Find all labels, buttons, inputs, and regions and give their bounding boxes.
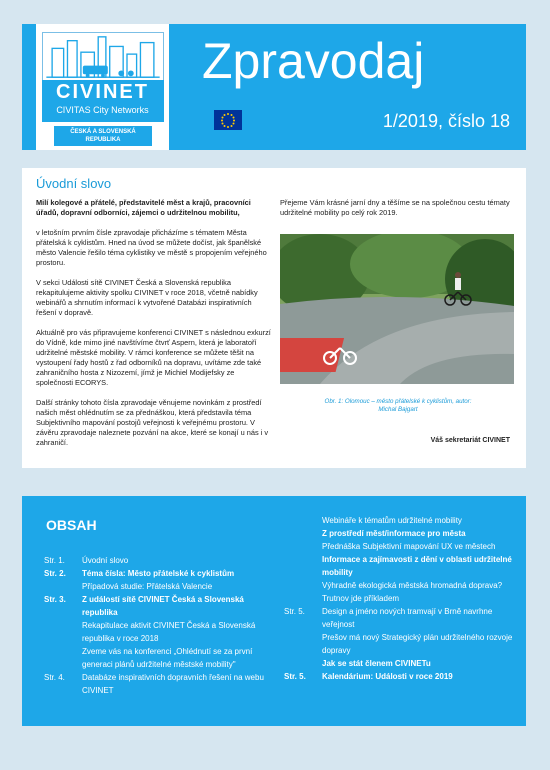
toc-left-column [44, 554, 276, 697]
toc-entry [284, 631, 516, 657]
intro-paragraph-2: V sekci Události sítě CIVINET Česká a Slovenská republika rekapitulujeme aktivity spolku CIVINET v roce 2018, včetně nabídky webinářů a shrnutím informací k vytvořené Databázi inspirativních řešení v dopravě. [36, 278, 258, 317]
toc-entry [44, 645, 276, 671]
intro-heading: Úvodní slovo [36, 176, 112, 191]
toc-entry [284, 657, 516, 670]
logo-wordmark: CIVINET [56, 81, 149, 103]
toc-page-ref: Str. 1. [44, 556, 65, 565]
toc-entry-title: Jak se stát členem CIVINETu [322, 659, 431, 668]
newsletter-title: Zpravodaj [202, 33, 425, 89]
toc-page-ref: Str. 4. [44, 673, 65, 682]
toc-entry-title: Webináře k tématům udržitelné mobility [322, 516, 462, 525]
civinet-logo [36, 24, 169, 150]
toc-right-column [284, 514, 516, 683]
intro-paragraph-1: v letošním prvním čísle zpravodaje přicházíme s tématem Města přátelská k cyklistům. Hned na úvod se můžete dočíst, jak španělské město Valencie řešilo téma cyklistiky ve městě s propojením veřejného prostoru. [36, 228, 267, 267]
toc-entry-title: Kalendárium: Události v roce 2019 [322, 672, 453, 681]
toc-entry [284, 579, 516, 605]
photo-caption: Obr. 1: Olomouc – město přátelské k cyklistům, autor: Michal Bajgart [324, 398, 472, 413]
intro-paragraph-4: Další stránky tohoto čísla zpravodaje věnujeme novinkám z prostředí našich měst ohlédnutím se za přednáškou, která představila téma Subjektivního mapování postojů veřejnosti k veřejnému prostoru. V závěru zpravodaje naleznete pozvání na akce, které se konají u nás i v zahraničí. [36, 398, 269, 447]
issue-number: 1/2019, číslo 18 [382, 111, 510, 131]
toc-entry [44, 671, 276, 697]
toc-entry-title: Téma čísla: Město přátelské k cyklistům [82, 569, 235, 578]
toc-page-ref: Str. 3. [44, 595, 66, 604]
intro-lead: Milí kolegové a přátelé, představitelé měst a krajů, pracovníci úřadů, dopravní odborníci, zájemci o udržitelnou mobilitu, [36, 198, 251, 217]
logo-tagline: CIVITAS City Networks [56, 105, 149, 115]
toc-entry [44, 554, 276, 567]
toc-entry [284, 527, 516, 540]
toc-entry [284, 540, 516, 553]
toc-entry [44, 619, 276, 645]
toc-entry [284, 605, 516, 631]
toc-entry-title: Výhradně ekologická městská hromadná doprava? Trutnov jde příkladem [322, 581, 503, 603]
toc-entry [284, 514, 516, 527]
signature: Váš sekretariát CIVINET [430, 437, 510, 444]
toc-entry-title: Databáze inspirativních dopravních řešení na webu CIVINET [82, 673, 264, 695]
toc-heading: OBSAH [46, 517, 97, 533]
intro-paragraph-3: Aktuálně pro vás připravujeme konferenci CIVINET s následnou exkurzí do Vídně, kde mimo jiné navštívíme čtvrť Aspern, která je laboratoří udržitelné městské mobility. V rámci konference se můžete těšit na vystoupení řady hostů z řad odborníků na dopravu, uvítáme zde také zahraničního hosta z Nizozemí, jímž je Michiel Modijefsky ze společnosti ECORYS. [36, 328, 271, 387]
toc-page-ref: Str. 5. [284, 607, 305, 616]
toc-entry-title: Přednáška Subjektivní mapování UX ve městech [322, 542, 496, 551]
toc-entry-title: Úvodní slovo [82, 556, 129, 565]
toc-page-ref: Str. 5. [284, 672, 306, 681]
toc-entry-title: Zveme vás na konferenci „Ohlédnutí se za první generaci plánů udržitelné městské mobility" [82, 647, 253, 669]
table-of-contents [22, 496, 526, 726]
eu-flag-icon [214, 110, 242, 130]
logo-region-badge: ČESKÁ A SLOVENSKÁ REPUBLIKA [54, 126, 152, 146]
intro-article [22, 168, 526, 468]
toc-entry-title: Prešov má nový Strategický plán udržitelného rozvoje dopravy [322, 633, 513, 655]
toc-entry-title: Rekapitulace aktivit CIVINET Česká a Slovenská republika v roce 2018 [82, 621, 256, 643]
header-band [22, 24, 526, 150]
toc-entry-title: Design a jméno nových tramvají v Brně navrhne veřejnost [322, 607, 493, 629]
toc-entry-title: Z událostí sítě CIVINET Česká a Slovenská republika [82, 595, 244, 617]
intro-right-column [280, 198, 514, 218]
intro-left-column [36, 198, 272, 458]
toc-entry-title: Informace a zajímavosti z dění v oblasti udržitelné mobility [322, 555, 512, 577]
toc-page-ref: Str. 2. [44, 569, 66, 578]
toc-entry-title: Z prostředí měst/informace pro města [322, 529, 466, 538]
toc-entry [284, 670, 516, 683]
toc-entry [44, 593, 276, 619]
toc-entry-title: Případová studie: Přátelská Valencie [82, 582, 213, 591]
toc-entry [284, 553, 516, 579]
toc-entry [44, 580, 276, 593]
city-skyline-icon [42, 32, 164, 82]
intro-closing: Přejeme Vám krásné jarní dny a těšíme se na společnou cestu tématy udržitelné mobility po celý rok 2019. [280, 198, 510, 217]
toc-entry [44, 567, 276, 580]
cycling-photo [280, 234, 514, 384]
